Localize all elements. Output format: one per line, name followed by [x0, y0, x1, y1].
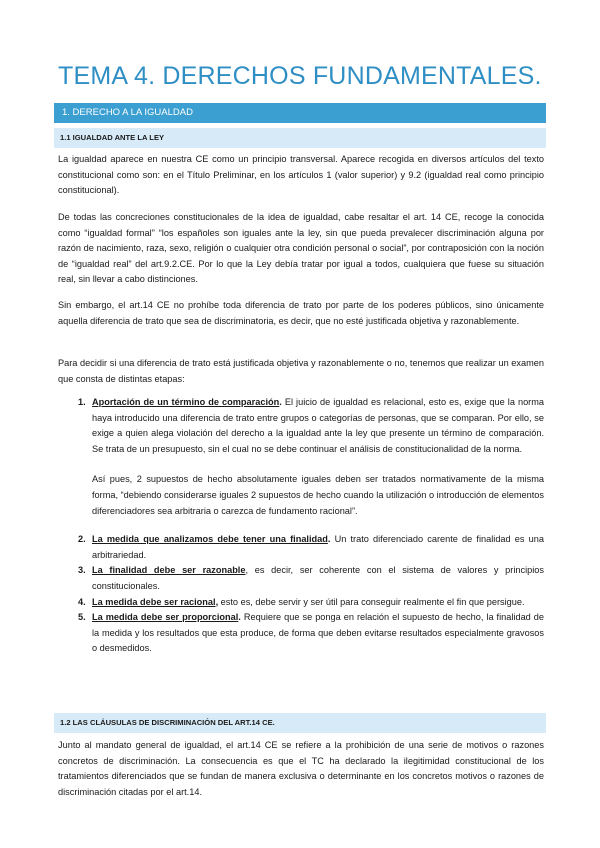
list-item: 1. Aportación de un término de comparación. El juicio de igualdad es relacional, esto es, exige que la norma haya introducido una diferencia de trato entre grupos o categorías de personas, que se comparan. Por ello, se exige a quien alega violación del derecho a la igualdad ante la ley que presente un término de comparación. Se trata de un presupuesto, sin el cual no se debe continuar el análisis de constitucionalidad de la norma. Así pues, 2 supuestos de hecho absolutamente iguales deben ser tratados normativamente de la misma forma, “debiendo considerarse iguales 2 supuestos de hecho cuando la utilización o introducción de elementos diferenciadores sea arbitraria o carezca de fundamento racional”. — [78, 395, 544, 519]
list-item-number: 3. — [78, 565, 86, 576]
steps-list — [78, 395, 544, 657]
list-item-lead: Aportación de un término de comparación — [92, 397, 280, 407]
list-item-text: , es decir, ser coherente con el sistema de valores y principios constitucionales. — [92, 565, 544, 591]
list-item-text: esto es, debe servir y ser útil para conseguir realmente el fin que persigue. — [218, 596, 525, 607]
list-item-text: Un trato diferenciado carente de finalidad es una arbitrariedad. — [92, 534, 544, 560]
list-item-number: 5. — [78, 612, 86, 623]
list-item: 2. La medida que analizamos debe tener una finalidad. Un trato diferenciado carente de finalidad es una arbitrariedad. — [78, 534, 544, 560]
paragraph-3: Sin embargo, el art.14 CE no prohíbe toda diferencia de trato por parte de los poderes públicos, sino únicamente aquella diferencia de trato que sea de discriminatoria, es decir, que no esté justificada objetiva y razonablemente. — [58, 300, 544, 326]
paragraph-5: Junto al mandato general de igualdad, el art.14 CE se refiere a la prohibición de una serie de motivos o razones concretos de discriminación. La consecuencia es que el TC ha declarado la ilegitimidad constitucional de los tratamientos diferenciados que se fundan de manera exclusiva o determinante en los concretos motivos o razones de discriminación citadas por el art.14. — [58, 740, 544, 797]
paragraph-1: La igualdad aparece en nuestra CE como un principio transversal. Aparece recogida en diversos artículos del texto constitucional como son: en el Título Preliminar, en los artículos 1 (valor superior) y 9.2 (igualdad real como principio constitucional). — [58, 154, 544, 196]
list-item-text: El juicio de igualdad es relacional, esto es, exige que la norma haya introducido una diferencia de trato entre grupos o categorías de personas, que se comparan. Por ello, se exige a quien alega violación del derecho a la igualdad ante la ley que presente un término de comparación. Se trata de un presupuesto, sin el cual no se debe continuar el análisis de constitucionalidad de la norma. — [92, 397, 545, 454]
subsection-heading-igualdad-ante-la-ley: 1.1 IGUALDAD ANTE LA LEY — [54, 128, 546, 148]
list-item-lead: La medida debe ser proporcional — [92, 612, 239, 623]
list-item — [78, 563, 544, 594]
list-item-text: Requiere que se ponga en relación el supuesto de hecho, la finalidad de la medida y los resultados que esta produce, de forma que deben evitarse resultados especialmente gravosos o desmedidos. — [92, 612, 545, 654]
subsection-heading-clausulas: 1.2 LAS CLÁUSULAS DE DISCRIMINACIÓN DEL ART.14 CE. — [54, 713, 546, 733]
list-item-number: 4. — [78, 596, 86, 607]
list-item — [78, 595, 544, 611]
list-item-lead: La medida debe ser racional, — [92, 596, 219, 607]
list-item-lead: La medida que analizamos debe tener una finalidad — [92, 534, 328, 545]
section-heading-igualdad: 1. DERECHO A LA IGUALDAD — [54, 103, 546, 123]
list-item-lead: La finalidad debe ser razonable — [92, 565, 246, 576]
list-item-number: 1. — [78, 397, 86, 407]
list-item-extra: Así pues, 2 supuestos de hecho absolutamente iguales deben ser tratados normativamente de la misma forma, “debiendo considerarse iguales 2 supuestos de hecho cuando la utilización o introducción de elementos diferenciadores sea arbitraria o carezca de fundamento racional”. — [92, 474, 544, 516]
page-title: TEMA 4. DERECHOS FUNDAMENTALES. — [58, 62, 542, 90]
paragraph-4: Para decidir si una diferencia de trato está justificada objetiva y razonablemente o no, tenemos que realizar un examen que consta de distintas etapas: — [58, 358, 544, 384]
list-item-number: 2. — [78, 534, 86, 545]
list-item: 5. La medida debe ser proporcional. Requiere que se ponga en relación el supuesto de hecho, la finalidad de la medida y los resultados que esta produce, de forma que deben evitarse resultados especialmente gravosos o desmedidos. — [78, 612, 545, 654]
paragraph-2: De todas las concreciones constitucionales de la idea de igualdad, cabe resaltar el art. 14 CE, recoge la conocida como “igualdad formal” “los españoles son iguales ante la ley, sin que pueda prevalecer discriminación alguna por razón de nacimiento, raza, sexo, religión o cualquier otra condición personal o social”, por contraposición con la noción de “igualdad real” del art.9.2.CE. Por lo que la Ley debía tratar por igual a todos, cualquiera que fuese su situación real, sin llevar a cabo distinciones. — [58, 212, 544, 285]
